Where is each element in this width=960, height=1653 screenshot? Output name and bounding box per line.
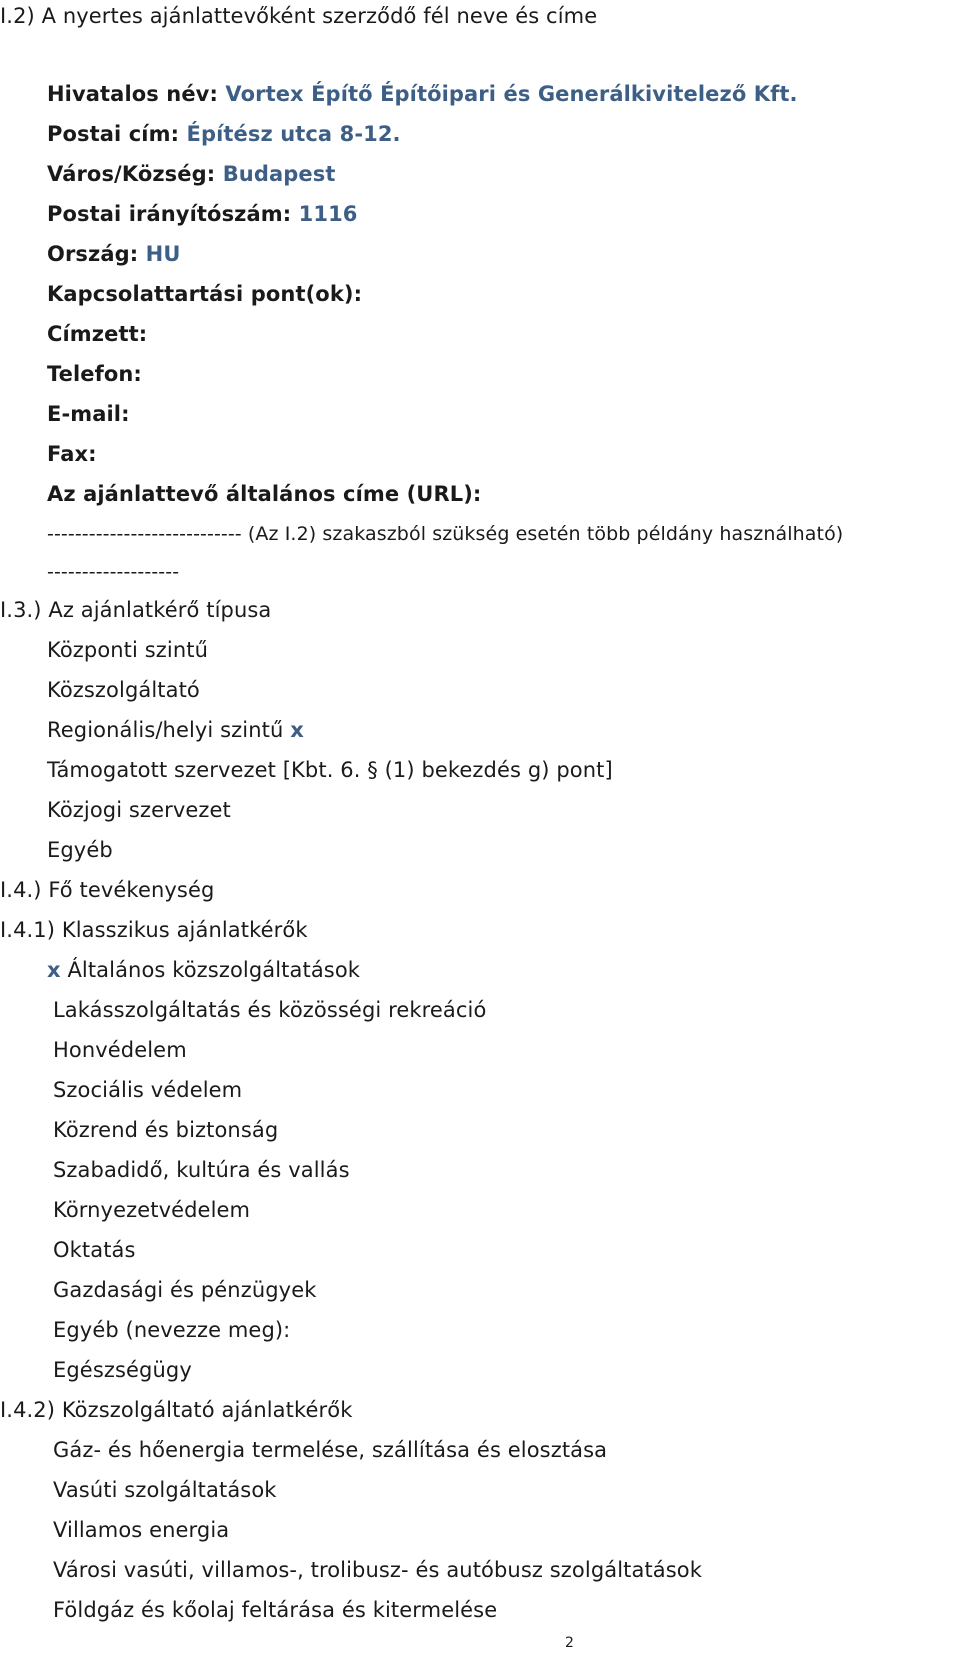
official-name-value: Vortex Építő Építőipari és Generálkivitelező Kft. (225, 82, 798, 106)
fax-label: Fax: (47, 442, 97, 466)
option-label: Közszolgáltató (47, 678, 200, 702)
city-value: Budapest (222, 162, 336, 186)
postcode-value: 1116 (298, 202, 358, 226)
country-value: HU (145, 242, 181, 266)
requester-type-other (47, 836, 113, 864)
postal-address-value: Építész utca 8-12. (186, 122, 401, 146)
selected-mark: x (47, 958, 61, 982)
postal-address-label: Postai cím: (47, 122, 180, 146)
requester-type-utility (47, 676, 200, 704)
classic-activity-housing: Lakásszolgáltatás és közösségi rekreáció (53, 998, 487, 1022)
classic-activity-public-order: Közrend és biztonság (53, 1118, 279, 1142)
utility-activity-oil-gas: Földgáz és kőolaj feltárása és kitermelése (53, 1598, 498, 1622)
page-number: 2 (565, 1635, 574, 1651)
utility-activity-railway: Vasúti szolgáltatások (53, 1478, 277, 1502)
classic-activity-defence: Honvédelem (53, 1038, 187, 1062)
section-i42-heading: I.4.2) Közszolgáltató ajánlatkérők (0, 1398, 353, 1422)
requester-type-public-law (47, 796, 231, 824)
classic-activity-recreation: Szabadidő, kultúra és vallás (53, 1158, 350, 1182)
utility-activity-electricity: Villamos energia (53, 1518, 230, 1542)
classic-activity-health: Egészségügy (53, 1358, 192, 1382)
postcode-row (47, 200, 358, 228)
option-label: Regionális/helyi szintű (47, 718, 284, 742)
addressee-label: Címzett: (47, 322, 148, 346)
city-row (47, 160, 335, 188)
utility-activity-urban-transport: Városi vasúti, villamos-, trolibusz- és autóbusz szolgáltatások (53, 1558, 703, 1582)
section-i4-heading: I.4.) Fő tevékenység (0, 878, 215, 902)
section-i2-heading: I.2) A nyertes ajánlattevőként szerződő fél neve és címe (0, 4, 598, 28)
section-i3-heading: I.3.) Az ajánlatkérő típusa (0, 598, 272, 622)
separator-note: ---------------------------- (Az I.2) szakaszból szükség esetén több példány használható) (47, 523, 844, 545)
section-i41-heading: I.4.1) Klasszikus ajánlatkérők (0, 918, 308, 942)
option-label: Támogatott szervezet [Kbt. 6. § (1) bekezdés g) pont] (47, 758, 613, 782)
utility-activity-gas-heat: Gáz- és hőenergia termelése, szállítása és elosztása (53, 1438, 608, 1462)
phone-label: Telefon: (47, 362, 142, 386)
official-name-row (47, 80, 798, 108)
city-label: Város/Község: (47, 162, 216, 186)
official-name-label: Hivatalos név: (47, 82, 218, 106)
classic-activity-social: Szociális védelem (53, 1078, 243, 1102)
country-row (47, 240, 180, 268)
requester-type-supported (47, 756, 613, 784)
classic-activity-economic: Gazdasági és pénzügyek (53, 1278, 317, 1302)
classic-activity-education: Oktatás (53, 1238, 136, 1262)
postal-address-row (47, 120, 401, 148)
classic-activity-environment: Környezetvédelem (53, 1198, 251, 1222)
classic-activity-other: Egyéb (nevezze meg): (53, 1318, 291, 1342)
option-label: Központi szintű (47, 638, 208, 662)
classic-activity-general (47, 956, 360, 984)
postcode-label: Postai irányítószám: (47, 202, 292, 226)
url-label: Az ajánlattevő általános címe (URL): (47, 482, 482, 506)
contact-points-label: Kapcsolattartási pont(ok): (47, 282, 363, 306)
separator-tail: ------------------- (47, 561, 180, 583)
option-label: Általános közszolgáltatások (67, 958, 361, 982)
option-label: Egyéb (47, 838, 113, 862)
requester-type-central (47, 636, 208, 664)
option-label: Közjogi szervezet (47, 798, 231, 822)
selected-mark: x (290, 718, 304, 742)
email-label: E-mail: (47, 402, 130, 426)
requester-type-regional (47, 716, 304, 744)
country-label: Ország: (47, 242, 139, 266)
